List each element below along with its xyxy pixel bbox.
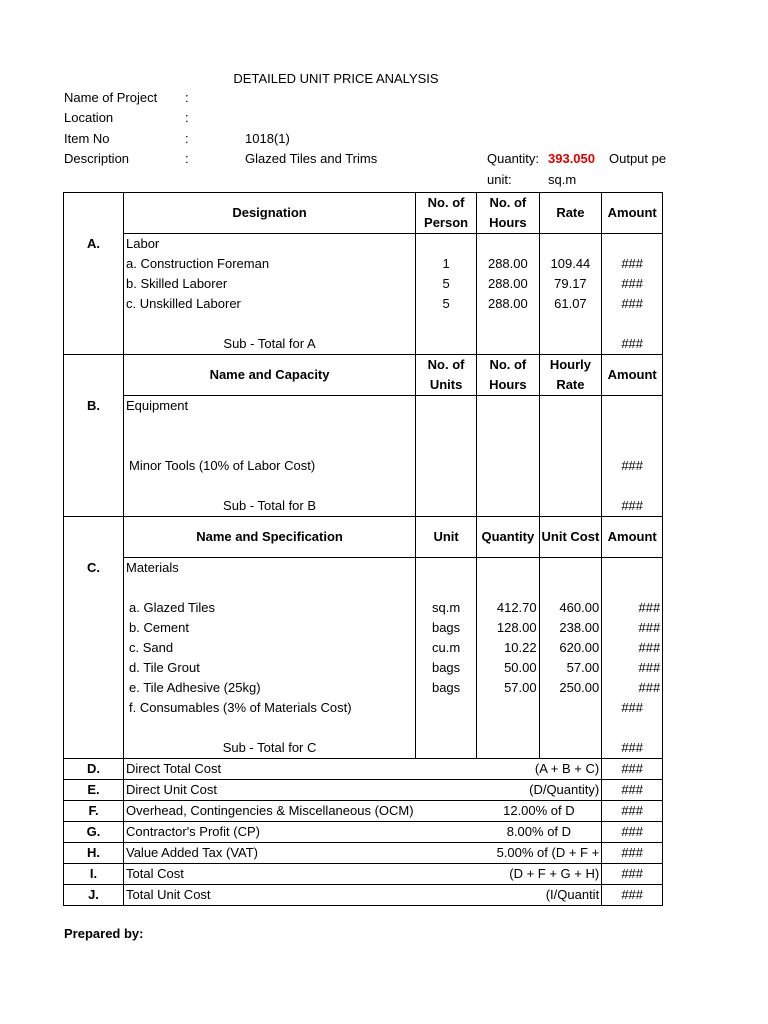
section-letter: C.: [64, 558, 124, 579]
summary-label: Value Added Tax (VAT): [124, 843, 416, 864]
summary-label: Total Unit Cost: [124, 885, 416, 906]
summary-label: Direct Total Cost: [124, 759, 416, 780]
material-cost: 620.00: [539, 638, 602, 658]
material-unit: bags: [416, 678, 477, 698]
material-qty: 412.70: [477, 598, 540, 618]
table-row: [64, 274, 663, 294]
project-sep: :: [185, 90, 189, 105]
summary-formula: 12.00% of D: [477, 801, 602, 822]
quantity-header: Quantity: [477, 517, 540, 558]
table-row: [64, 496, 663, 517]
section-a-letter-cell: [64, 193, 124, 234]
description-label: Description: [64, 151, 130, 166]
rate-header: Rate: [539, 193, 602, 234]
summary-amount: ###: [602, 780, 663, 801]
location-sep: :: [185, 110, 189, 125]
unit-header: Unit: [416, 517, 477, 558]
hours-b-line1: No. of: [489, 357, 527, 372]
page-title: DETAILED UNIT PRICE ANALYSIS: [233, 71, 439, 86]
material-qty: 10.22: [477, 638, 540, 658]
units-header: [416, 355, 477, 396]
summary-amount: ###: [602, 801, 663, 822]
category-label: Materials: [124, 558, 416, 579]
material-cost: 57.00: [539, 658, 602, 678]
hours-header: [477, 193, 540, 234]
consumables-label: f. Consumables (3% of Materials Cost): [124, 698, 416, 718]
consumables-amount: ###: [602, 698, 663, 718]
location-label: Location: [64, 110, 114, 125]
summary-amount: ###: [602, 885, 663, 906]
summary-letter: E.: [64, 780, 124, 801]
table-row: [64, 598, 663, 618]
summary-label: Contractor's Profit (CP): [124, 822, 416, 843]
capacity-header: Name and Capacity: [124, 355, 416, 396]
material-amount: ###: [602, 598, 663, 618]
table-row: [64, 618, 663, 638]
section-c-header-row: [64, 517, 663, 558]
quantity-value: 393.050: [548, 151, 595, 166]
persons-header: [416, 193, 477, 234]
output-label: Output pe: [609, 151, 667, 166]
labor-hours: 288.00: [477, 294, 540, 314]
table-row: [64, 334, 663, 355]
subtotal-c-label: Sub - Total for C: [124, 738, 416, 759]
designation-header: Designation: [124, 193, 416, 234]
labor-name: c. Unskilled Laborer: [124, 294, 416, 314]
summary-letter: D.: [64, 759, 124, 780]
table-row: [64, 396, 663, 417]
labor-hours: 288.00: [477, 274, 540, 294]
table-row: [64, 658, 663, 678]
units-header-line2: Units: [429, 377, 463, 392]
subtotal-b-amount: ###: [602, 496, 663, 517]
summary-letter: F.: [64, 801, 124, 822]
summary-formula: 8.00% of D: [477, 822, 602, 843]
summary-formula: (I/Quantit: [477, 885, 602, 906]
minor-tools-amount: ###: [602, 456, 663, 476]
unit-label: unit:: [487, 172, 512, 187]
hourly-line1: Hourly: [549, 357, 591, 372]
amount-header: Amount: [602, 193, 663, 234]
labor-hours: 288.00: [477, 254, 540, 274]
item-no-label: Item No: [64, 131, 110, 146]
material-qty: 128.00: [477, 618, 540, 638]
summary-row: [64, 759, 663, 780]
summary-formula: (D/Quantity): [477, 780, 602, 801]
table-row: [64, 678, 663, 698]
summary-row: [64, 801, 663, 822]
summary-letter: J.: [64, 885, 124, 906]
hours-header-b: [477, 355, 540, 396]
minor-tools-label: Minor Tools (10% of Labor Cost): [124, 456, 416, 476]
section-letter: B.: [64, 396, 124, 417]
summary-letter: H.: [64, 843, 124, 864]
description-sep: :: [185, 151, 189, 166]
labor-amount: ###: [602, 274, 663, 294]
table-row: [64, 234, 663, 255]
subtotal-a-amount: ###: [602, 334, 663, 355]
unit-cost-header: Unit Cost: [539, 517, 602, 558]
hours-header-line2: Hours: [489, 215, 527, 230]
table-row: [64, 254, 663, 274]
labor-persons: 1: [416, 254, 477, 274]
summary-label: Direct Unit Cost: [124, 780, 416, 801]
material-unit: bags: [416, 658, 477, 678]
summary-row: [64, 822, 663, 843]
summary-row: [64, 843, 663, 864]
table-row: [64, 698, 663, 718]
labor-persons: 5: [416, 294, 477, 314]
amount-header-b: Amount: [602, 355, 663, 396]
price-analysis-table: [63, 192, 663, 906]
summary-label: Overhead, Contingencies & Miscellaneous (OCM): [124, 801, 416, 822]
material-cost: 250.00: [539, 678, 602, 698]
summary-amount: ###: [602, 864, 663, 885]
summary-label: Total Cost: [124, 864, 416, 885]
material-name: e. Tile Adhesive (25kg): [124, 678, 416, 698]
summary-formula: 5.00% of (D + F +: [477, 843, 602, 864]
summary-amount: ###: [602, 822, 663, 843]
hours-b-line2: Hours: [489, 377, 527, 392]
material-name: b. Cement: [124, 618, 416, 638]
material-unit: cu.m: [416, 638, 477, 658]
summary-row: [64, 885, 663, 906]
prepared-by-label: Prepared by:: [64, 926, 144, 941]
material-unit: sq.m: [416, 598, 477, 618]
labor-rate: 61.07: [539, 294, 602, 314]
persons-header-line2: Person: [424, 215, 469, 230]
labor-amount: ###: [602, 254, 663, 274]
hourly-line2: Rate: [556, 377, 585, 392]
table-row: [64, 294, 663, 314]
table-row: [64, 738, 663, 759]
material-qty: 57.00: [477, 678, 540, 698]
material-cost: 238.00: [539, 618, 602, 638]
material-name: a. Glazed Tiles: [124, 598, 416, 618]
material-unit: bags: [416, 618, 477, 638]
table-row: [64, 558, 663, 579]
item-no-value: 1018(1): [245, 131, 290, 146]
category-label: Labor: [124, 234, 416, 255]
table-row: [64, 456, 663, 476]
specification-header: Name and Specification: [124, 517, 416, 558]
description-value: Glazed Tiles and Trims: [245, 151, 378, 166]
labor-persons: 5: [416, 274, 477, 294]
material-cost: 460.00: [539, 598, 602, 618]
unit-value: sq.m: [548, 172, 577, 187]
material-name: d. Tile Grout: [124, 658, 416, 678]
material-amount: ###: [602, 658, 663, 678]
category-label: Equipment: [124, 396, 416, 417]
material-amount: ###: [602, 638, 663, 658]
summary-amount: ###: [602, 759, 663, 780]
quantity-label: Quantity:: [487, 151, 540, 166]
labor-name: b. Skilled Laborer: [124, 274, 416, 294]
labor-name: a. Construction Foreman: [124, 254, 416, 274]
subtotal-c-amount: ###: [602, 738, 663, 759]
subtotal-a-label: Sub - Total for A: [124, 334, 416, 355]
subtotal-b-label: Sub - Total for B: [124, 496, 416, 517]
material-name: c. Sand: [124, 638, 416, 658]
summary-letter: G.: [64, 822, 124, 843]
item-no-sep: :: [185, 131, 189, 146]
labor-rate: 79.17: [539, 274, 602, 294]
units-header-line1: No. of: [427, 357, 465, 372]
summary-row: [64, 780, 663, 801]
table-row: [64, 638, 663, 658]
summary-letter: I.: [64, 864, 124, 885]
project-label: Name of Project: [64, 90, 158, 105]
section-letter: A.: [64, 234, 124, 255]
section-a-header-row: [64, 193, 663, 234]
material-amount: ###: [602, 678, 663, 698]
hours-header-line1: No. of: [489, 195, 527, 210]
summary-formula: (D + F + G + H): [477, 864, 602, 885]
material-amount: ###: [602, 618, 663, 638]
summary-row: [64, 864, 663, 885]
persons-header-line1: No. of: [427, 195, 465, 210]
summary-formula: (A + B + C): [477, 759, 602, 780]
amount-header-c: Amount: [602, 517, 663, 558]
hourly-rate-header: [539, 355, 602, 396]
section-b-header-row: [64, 355, 663, 396]
material-qty: 50.00: [477, 658, 540, 678]
summary-amount: ###: [602, 843, 663, 864]
labor-amount: ###: [602, 294, 663, 314]
labor-rate: 109.44: [539, 254, 602, 274]
